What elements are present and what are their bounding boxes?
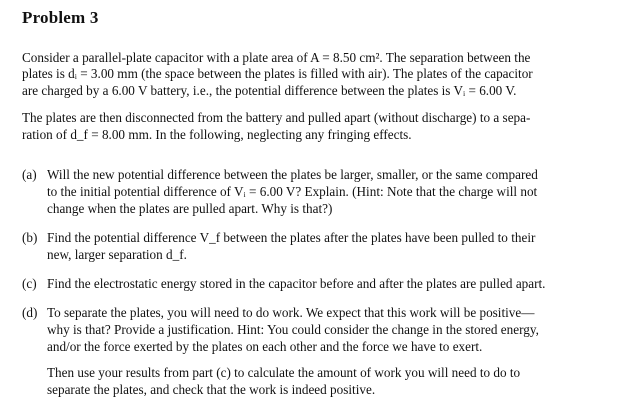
part-d-line: why is that? Provide a justification. Hint: You could consider the change in the stored energy, [47, 322, 539, 337]
intro-line: plates is dᵢ = 3.00 mm (the space between the plates is filled with air). The plates of the capacitor [22, 66, 533, 81]
part-b-line: new, larger separation d_f. [47, 247, 187, 262]
part-c-label: (c) [22, 276, 37, 291]
part-b-line: Find the potential difference V_f between the plates after the plates have been pulled to their [47, 230, 536, 245]
part-a-line: change when the plates are pulled apart. Why is that?) [47, 201, 333, 216]
part-a-label: (a) [22, 167, 37, 182]
part-d-followup-line: separate the plates, and check that the work is indeed positive. [47, 382, 376, 397]
part-b-label: (b) [22, 230, 38, 245]
part-a-line: Will the new potential difference between the plates be larger, smaller, or the same compared [47, 167, 538, 182]
problem-title: Problem 3 [22, 8, 99, 27]
part-d-line: To separate the plates, you will need to do work. We expect that this work will be positive— [47, 305, 535, 320]
part-d-followup-line: Then use your results from part (c) to calculate the amount of work you will need to do to [47, 365, 521, 380]
part-a-line: to the initial potential difference of Vᵢ = 6.00 V? Explain. (Hint: Note that the charge will not [47, 184, 538, 199]
part-c-line: Find the electrostatic energy stored in the capacitor before and after the plates are pulled apart. [47, 276, 546, 291]
part-d-line: and/or the force exerted by the plates on each other and the force we have to exert. [47, 339, 483, 354]
intro-line: Consider a parallel-plate capacitor with a plate area of A = 8.50 cm². The separation between the [22, 50, 531, 65]
part-d-label: (d) [22, 305, 38, 320]
intro-line: are charged by a 6.00 V battery, i.e., the potential difference between the plates is Vᵢ = 6.00 V. [22, 83, 517, 98]
setup-line: ration of d_f = 8.00 mm. In the following, neglecting any fringing effects. [22, 127, 412, 142]
setup-line: The plates are then disconnected from the battery and pulled apart (without discharge) to a sepa- [22, 110, 531, 125]
